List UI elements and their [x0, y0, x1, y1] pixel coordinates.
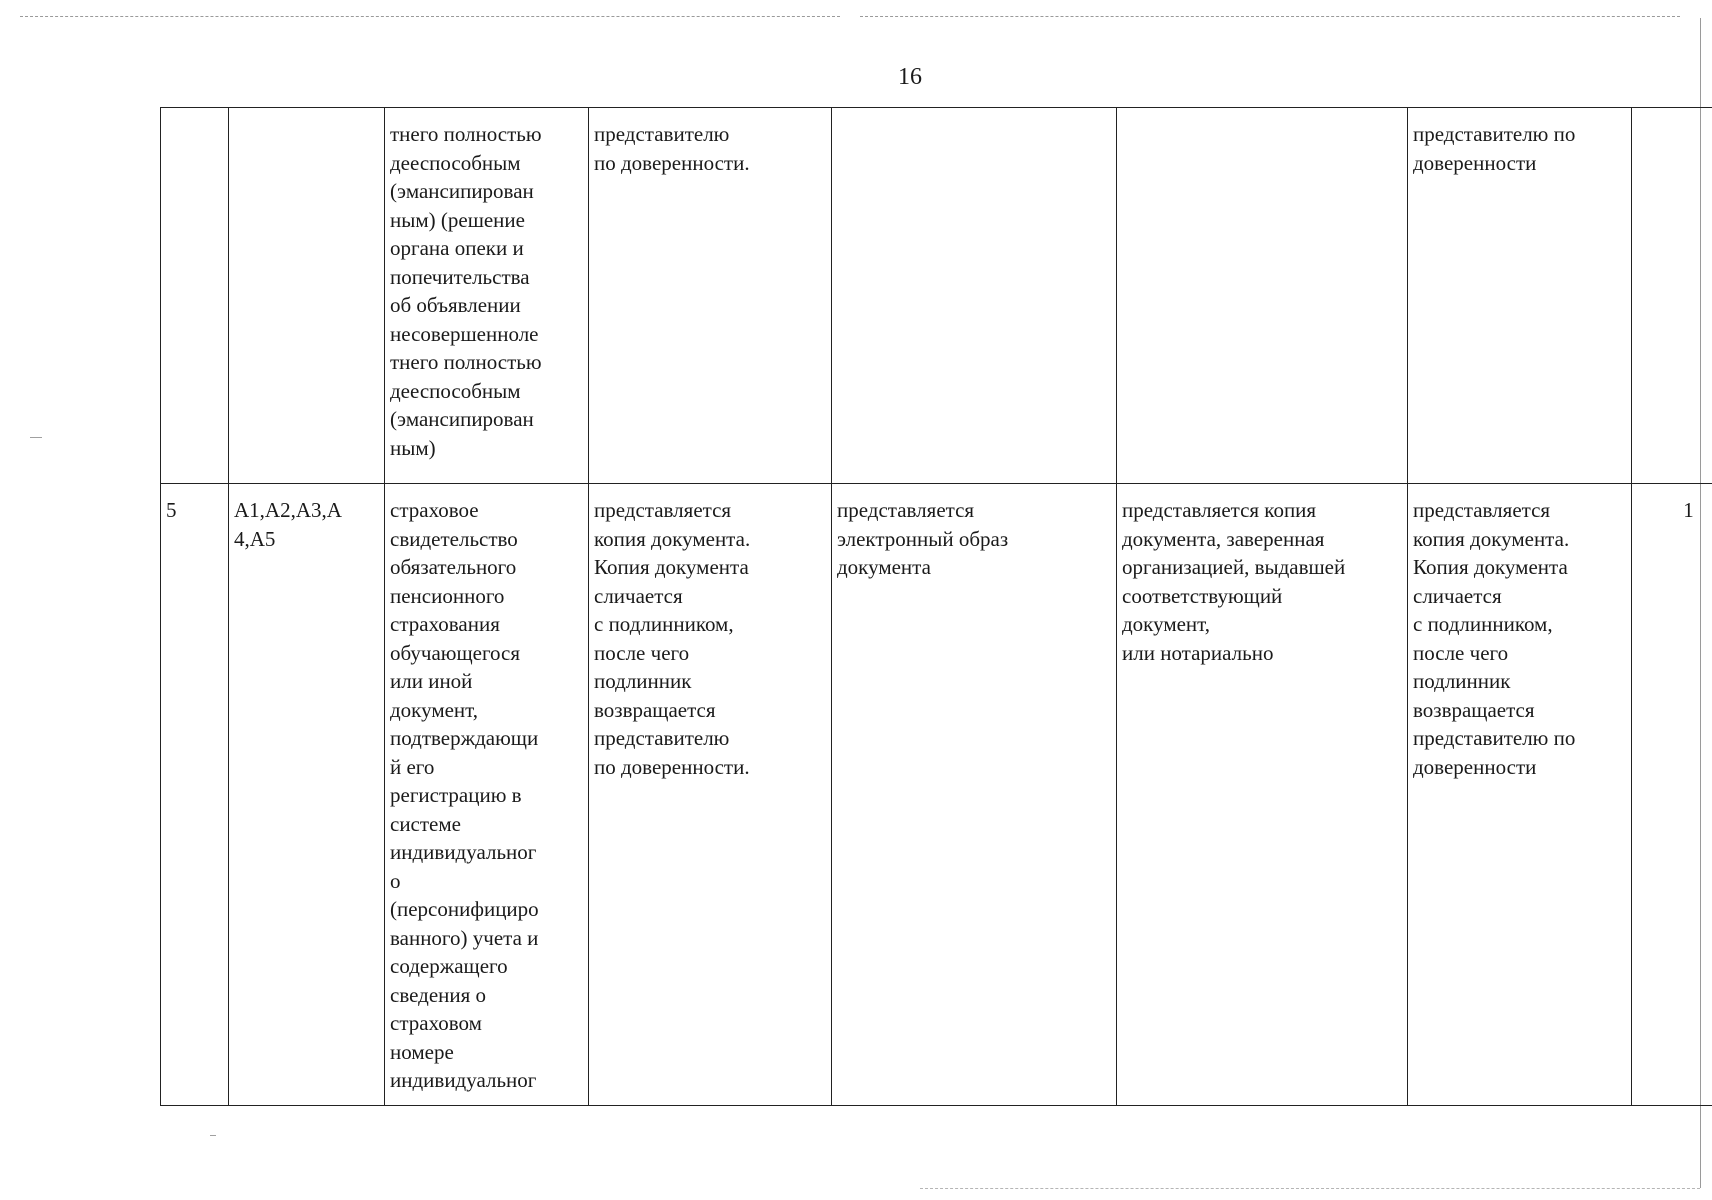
- scan-border-top-left: [20, 16, 840, 17]
- scan-border-top-right: [860, 16, 1680, 17]
- cell-submission-electronic: [832, 108, 1117, 484]
- cell-submission-personal: представителю по доверенности.: [589, 108, 832, 484]
- cell-submission-personal: представляется копия документа. Копия документа сличается с подлинником, после чего подлинник возвращается представителю по доверенности.: [589, 484, 832, 1106]
- cell-submission-mfc: представляется копия документа. Копия документа сличается с подлинником, после чего подлинник возвращается представителю по доверенности: [1408, 484, 1632, 1106]
- document-table: [160, 107, 1712, 1106]
- table-row-5: [161, 484, 1712, 1106]
- cell-submission-postal: представляется копия документа, заверенная организацией, выдавшей соответствующий документ, или нотариально: [1117, 484, 1408, 1106]
- cell-document-name: тнего полностью дееспособным (эмансипирован ным) (решение органа опеки и попечительства об объявлении несовершенноле тнего полностью дееспособным (эмансипирован ным): [385, 108, 589, 484]
- scan-mark: [210, 1135, 216, 1136]
- cell-submission-electronic: представляется электронный образ документа: [832, 484, 1117, 1106]
- cell-number: [161, 108, 229, 484]
- scan-border-bottom: [920, 1188, 1700, 1189]
- cell-document-name: страховое свидетельство обязательного пенсионного страхования обучающегося или иной документ, подтверждающи й его регистрацию в системе индивидуальног о (персонифициро ванного) учета и содержащего сведения о страховом номере индивидуальног: [385, 484, 589, 1106]
- cell-codes: А1,А2,А3,А 4,А5: [229, 484, 385, 1106]
- cell-submission-mfc: представителю по доверенности: [1408, 108, 1632, 484]
- page-number: 16: [898, 64, 922, 90]
- cell-codes: [229, 108, 385, 484]
- scan-mark: [30, 437, 42, 438]
- cell-quantity: [1632, 108, 1712, 484]
- cell-submission-postal: [1117, 108, 1408, 484]
- table-row-continued: [161, 108, 1712, 484]
- cell-quantity: 1: [1632, 484, 1712, 1106]
- cell-number: 5: [161, 484, 229, 1106]
